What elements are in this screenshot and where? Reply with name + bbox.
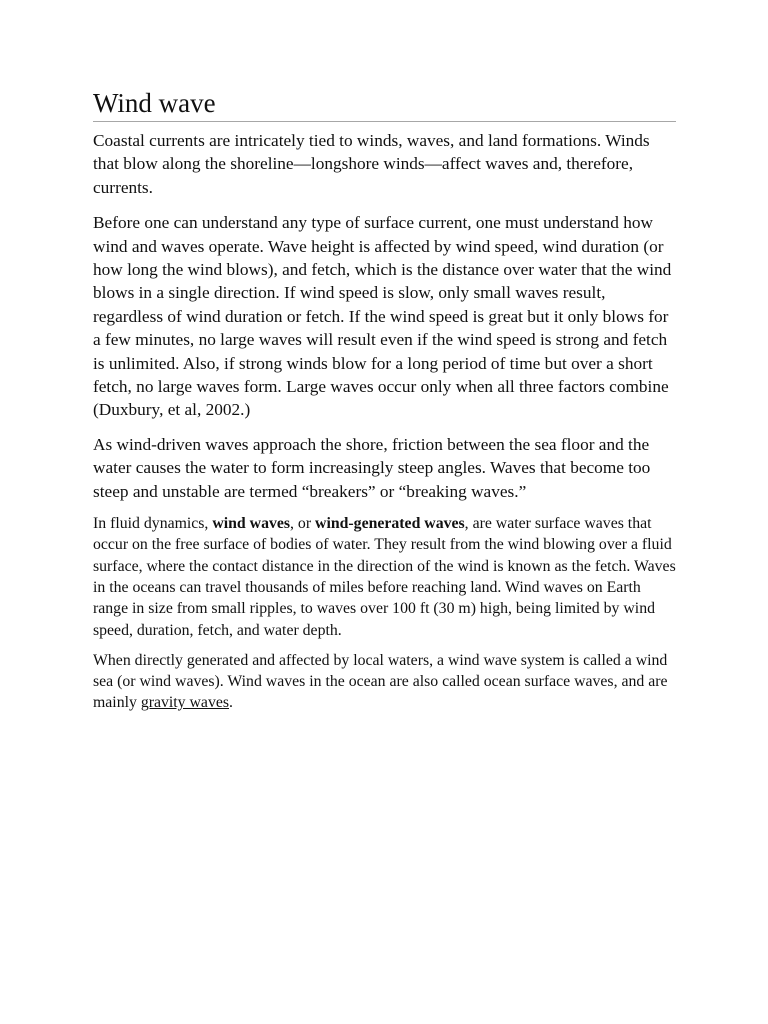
paragraph-coastal-currents: Coastal currents are intricately tied to winds, waves, and land formations. Winds that blow along the shoreline—longshore winds—affect waves and, therefore, currents. (93, 131, 650, 197)
document-page (93, 86, 676, 714)
paragraph-joiner-text: , or (290, 515, 316, 533)
paragraph-rest-text: , are water surface waves that occur on the free surface of bodies of water. They result from the wind blowing over a fluid surface, where the contact distance in the direction of the wind is known as the fetch. Waves in the oceans can travel thousands of miles before reaching land. Wind waves on Earth range in size from small ripples, to waves over 100 ft (30 m) high, being limited by wind speed, duration, fetch, and water depth. (93, 515, 676, 639)
paragraph-text: When directly generated and affected by local waters, a wind wave system is called a wind sea (or wind waves). Wind waves in the ocean are also called ocean surface waves, and are mainly (93, 651, 668, 712)
paragraph-end-text: . (229, 694, 233, 712)
paragraph-intro-text: In fluid dynamics, (93, 515, 213, 533)
paragraph-fluid-dynamics (93, 513, 676, 641)
bold-term-wind-waves: wind waves (212, 515, 291, 533)
gravity-waves-link[interactable]: gravity waves (140, 694, 229, 712)
bold-term-wind-generated-waves: wind-generated waves (315, 515, 465, 533)
paragraph-surface-current: Before one can understand any type of surface current, one must understand how wind and waves operate. Wave height is affected by wind speed, wind duration (or how long the wind blows), and fetch, which is the distance over water that the wind blows in a single direction. If wind speed is slow, only small waves result, regardless of wind duration or fetch. If the wind speed is great but it only blows for a few minutes, no large waves will result even if the wind speed is strong and fetch is unlimited. Also, if strong winds blow for a long period of time but over a short fetch, no large waves form. Large waves occur only when all three factors combine (Duxbury, et al, 2002.) (93, 213, 672, 420)
paragraph-breakers: As wind-driven waves approach the shore, friction between the sea floor and the water causes the water to form increasingly steep angles. Waves that become too steep and unstable are termed “breakers” or “breaking waves.” (93, 434, 651, 501)
page-title: Wind wave (93, 86, 676, 122)
paragraph-wind-sea (93, 650, 676, 714)
